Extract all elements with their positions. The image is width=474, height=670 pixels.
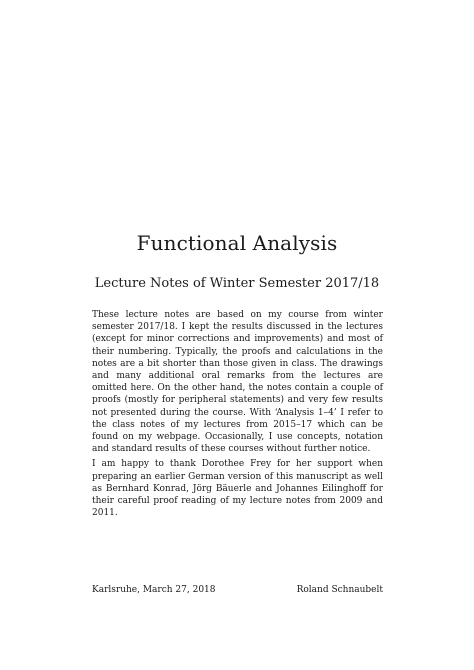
preface-paragraph-1: These lecture notes are based on my course from winter semester 2017/18. I kept the results discussed in the lectures (except for minor corrections and improvements) and most of their numbering. Typically, the proofs and calculations in the notes are a bit shorter than those given in class. The drawings and many additional oral remarks from the lectures are omitted here. On the other hand, the notes contain a couple of proofs (mostly for peripheral statements) and very few results not presented during the course. With ‘Analysis 1–4’ I refer to the class notes of my lectures from 2015–17 which can be found on my webpage. Occasionally, I use concepts, notation and standard results of these courses without further notice. xyxy=(92,310,383,455)
document-title: Functional Analysis xyxy=(136,231,338,255)
author-name: Roland Schnaubelt xyxy=(296,585,383,595)
preface-body xyxy=(92,309,383,522)
preface-paragraph-2: I am happy to thank Dorothee Frey for her support when preparing an earlier German version of this manuscript as well as Bernhard Konrad, Jörg Bäuerle and Johannes Eilinghoff for their careful proof reading of my lecture notes from 2009 and 2011. xyxy=(92,459,383,519)
document-subtitle: Lecture Notes of Winter Semester 2017/18 xyxy=(94,276,380,291)
document-footer xyxy=(92,584,383,596)
place-date: Karlsruhe, March 27, 2018 xyxy=(92,585,216,595)
